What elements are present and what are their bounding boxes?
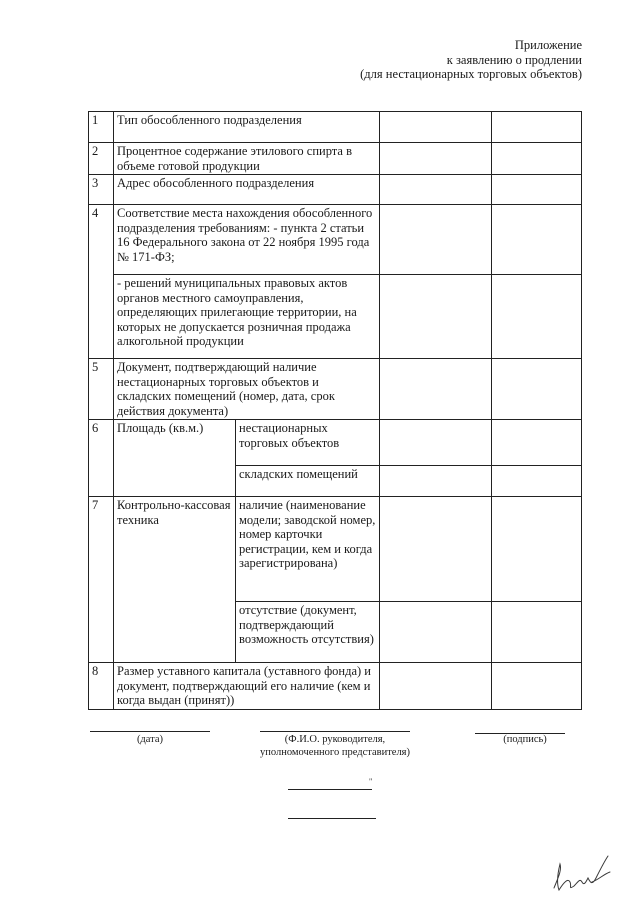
- sub-label: нестационарных торговых объектов: [236, 420, 380, 466]
- row-number: 7: [89, 497, 114, 663]
- row-number: 8: [89, 663, 114, 710]
- value-cell[interactable]: [380, 205, 492, 275]
- header-title: Приложение: [514, 38, 582, 52]
- value-cell[interactable]: [380, 663, 492, 710]
- fio-line[interactable]: [260, 731, 410, 732]
- extra-line-1[interactable]: [288, 789, 372, 790]
- value-cell[interactable]: [492, 359, 582, 420]
- row-label: Документ, подтверждающий наличие нестационарных торговых объектов и складских помещений (номер, дата, срок действия документа): [114, 359, 380, 420]
- table-row: [89, 205, 582, 275]
- row-label: Размер уставного капитала (уставного фонда) и документ, подтверждающий его наличие (кем и когда выдан (принят)): [114, 663, 380, 710]
- value-cell[interactable]: [492, 497, 582, 602]
- value-cell[interactable]: [380, 112, 492, 143]
- application-table: [88, 111, 582, 710]
- value-cell[interactable]: [380, 466, 492, 497]
- sub-label: отсутствие (документ, подтверждающий возможность отсутствия): [236, 602, 380, 663]
- date-line[interactable]: [90, 731, 210, 732]
- value-cell[interactable]: [380, 359, 492, 420]
- table-row: [89, 112, 582, 143]
- value-cell[interactable]: [492, 663, 582, 710]
- table-row: [89, 663, 582, 710]
- table-row: [89, 497, 582, 602]
- row-label: Площадь (кв.м.): [114, 420, 236, 497]
- value-cell[interactable]: [492, 275, 582, 359]
- value-cell[interactable]: [492, 112, 582, 143]
- table-row: [89, 420, 582, 466]
- value-cell[interactable]: [492, 143, 582, 175]
- value-cell[interactable]: [380, 175, 492, 205]
- header-line-3: (для нестационарных торговых объектов): [360, 67, 582, 81]
- row-number: 5: [89, 359, 114, 420]
- fio-caption: [245, 733, 425, 759]
- row-label: Процентное содержание этилового спирта в объеме готовой продукции: [114, 143, 380, 175]
- sign-caption: (подпись): [503, 734, 547, 745]
- value-cell[interactable]: [380, 143, 492, 175]
- fio-caption-line-2: уполномоченного представителя): [259, 747, 411, 758]
- row-label: - решений муниципальных правовых актов органов местного самоуправления, определяющих прилегающие территории, на которых не допускается розничная продажа алкогольной продукции: [114, 275, 380, 359]
- value-cell[interactable]: [380, 602, 492, 663]
- table-row: [89, 143, 582, 175]
- value-cell[interactable]: [380, 497, 492, 602]
- attachment-header: [360, 38, 582, 82]
- header-line-2: к заявлению о продлении: [446, 52, 582, 67]
- row-number: 1: [89, 112, 114, 143]
- sub-label: складских помещений: [236, 466, 380, 497]
- value-cell[interactable]: [492, 175, 582, 205]
- fio-caption-line-1: (Ф.И.О. руководителя,: [284, 734, 386, 745]
- table-row: [89, 359, 582, 420]
- value-cell[interactable]: [492, 205, 582, 275]
- row-number: 6: [89, 420, 114, 497]
- extra-line-2[interactable]: [288, 818, 376, 819]
- value-cell[interactable]: [380, 275, 492, 359]
- row-label: Соответствие места нахождения обособленного подразделения требованиям: - пункта 2 статьи 16 Федерального закона от 22 ноября 1995 года № 171-ФЗ;: [114, 205, 380, 275]
- value-cell[interactable]: [492, 466, 582, 497]
- table-row: [89, 275, 582, 359]
- row-number: 2: [89, 143, 114, 175]
- handwritten-signature-icon: [548, 852, 618, 896]
- row-number: 3: [89, 175, 114, 205]
- row-label: Адрес обособленного подразделения: [114, 175, 380, 205]
- table-row: [89, 175, 582, 205]
- value-cell[interactable]: [492, 602, 582, 663]
- date-caption: (дата): [136, 734, 164, 745]
- value-cell[interactable]: [492, 420, 582, 466]
- row-label: Контрольно-кассовая техника: [114, 497, 236, 663]
- row-number: 4: [89, 205, 114, 359]
- sub-label: наличие (наименование модели; заводской номер, номер карточки регистрации, кем и когда зарегистрирована): [236, 497, 380, 602]
- quote-mark: ": [369, 777, 373, 786]
- value-cell[interactable]: [380, 420, 492, 466]
- row-label: Тип обособленного подразделения: [114, 112, 380, 143]
